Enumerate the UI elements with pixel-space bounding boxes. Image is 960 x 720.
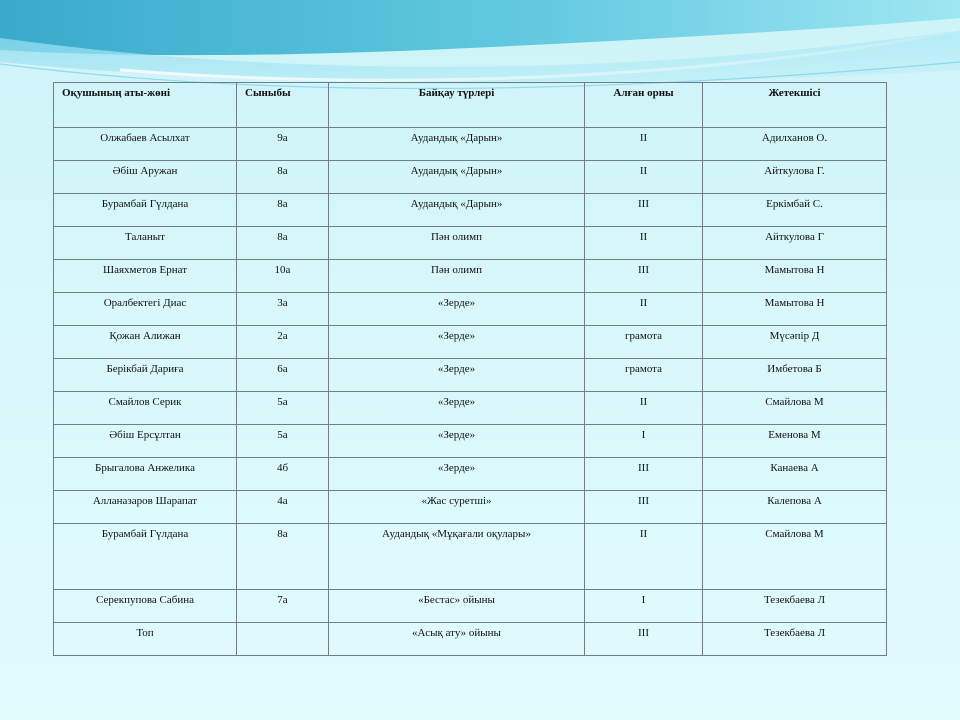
table-row: [54, 161, 887, 194]
cell-student-name: Смайлов Серик: [54, 392, 237, 425]
cell-competition-type: «Бестас» ойыны: [329, 590, 585, 623]
cell-competition-type: «Зерде»: [329, 326, 585, 359]
cell-supervisor: Адилханов О.: [703, 128, 887, 161]
cell-competition-type: Аудандық «Дарын»: [329, 161, 585, 194]
top-wave-dark: [0, 0, 960, 55]
cell-supervisor: Мамытова Н: [703, 293, 887, 326]
table-row: [54, 392, 887, 425]
cell-class: [237, 623, 329, 656]
cell-class: 6а: [237, 359, 329, 392]
table-row: [54, 128, 887, 161]
table-row: [54, 491, 887, 524]
table-row: [54, 623, 887, 656]
cell-competition-type: Пән олимп: [329, 227, 585, 260]
cell-place: ІІІ: [585, 491, 703, 524]
table-row: [54, 359, 887, 392]
cell-supervisor: Смайлова М: [703, 524, 887, 590]
cell-class: 7а: [237, 590, 329, 623]
cell-competition-type: Аудандық «Дарын»: [329, 128, 585, 161]
cell-class: 8а: [237, 227, 329, 260]
header-class: Сыныбы: [237, 83, 329, 128]
cell-competition-type: «Зерде»: [329, 458, 585, 491]
table-row: [54, 293, 887, 326]
cell-place: грамота: [585, 359, 703, 392]
header-student-name: Оқушының аты-жөні: [54, 83, 237, 128]
cell-place: ІІІ: [585, 458, 703, 491]
cell-supervisor: Канаева А: [703, 458, 887, 491]
cell-place: ІІ: [585, 227, 703, 260]
cell-place: грамота: [585, 326, 703, 359]
cell-student-name: Алланазаров Шарапат: [54, 491, 237, 524]
cell-supervisor: Айткулова Г.: [703, 161, 887, 194]
cell-supervisor: Мүсәпір Д: [703, 326, 887, 359]
cell-supervisor: Имбетова Б: [703, 359, 887, 392]
cell-class: 2а: [237, 326, 329, 359]
cell-place: ІІІ: [585, 623, 703, 656]
cell-competition-type: «Зерде»: [329, 293, 585, 326]
cell-class: 5а: [237, 392, 329, 425]
cell-student-name: Шаяхметов Ернат: [54, 260, 237, 293]
table-header-row: [54, 83, 887, 128]
table-row: [54, 260, 887, 293]
cell-place: І: [585, 590, 703, 623]
cell-place: ІІІ: [585, 260, 703, 293]
cell-competition-type: «Зерде»: [329, 392, 585, 425]
cell-class: 4б: [237, 458, 329, 491]
cell-supervisor: Мамытова Н: [703, 260, 887, 293]
cell-competition-type: Пән олимп: [329, 260, 585, 293]
cell-place: ІІ: [585, 128, 703, 161]
cell-student-name: Әбіш Аружан: [54, 161, 237, 194]
cell-place: ІІ: [585, 161, 703, 194]
cell-place: І: [585, 425, 703, 458]
table-row: [54, 458, 887, 491]
table-row: [54, 590, 887, 623]
cell-student-name: Брыгалова Анжелика: [54, 458, 237, 491]
cell-supervisor: Тезекбаева Л: [703, 590, 887, 623]
cell-class: 3а: [237, 293, 329, 326]
cell-place: ІІ: [585, 293, 703, 326]
cell-class: 8а: [237, 161, 329, 194]
table-row: [54, 326, 887, 359]
cell-class: 8а: [237, 524, 329, 590]
table-row: [54, 194, 887, 227]
cell-student-name: Әбіш Ерсұлтан: [54, 425, 237, 458]
cell-student-name: Топ: [54, 623, 237, 656]
cell-competition-type: «Зерде»: [329, 359, 585, 392]
cell-place: ІІ: [585, 392, 703, 425]
cell-student-name: Серекпупова Сабина: [54, 590, 237, 623]
cell-place: ІІ: [585, 524, 703, 590]
cell-student-name: Таланыт: [54, 227, 237, 260]
cell-student-name: Олжабаев Асылхат: [54, 128, 237, 161]
cell-student-name: Қожан Алижан: [54, 326, 237, 359]
cell-class: 9а: [237, 128, 329, 161]
results-table: [53, 82, 887, 656]
cell-supervisor: Еменова М: [703, 425, 887, 458]
cell-supervisor: Смайлова М: [703, 392, 887, 425]
header-place: Алған орны: [585, 83, 703, 128]
cell-supervisor: Еркімбай С.: [703, 194, 887, 227]
cell-student-name: Оралбектегі Диас: [54, 293, 237, 326]
cell-class: 4а: [237, 491, 329, 524]
cell-supervisor: Калепова А: [703, 491, 887, 524]
header-supervisor: Жетекшісі: [703, 83, 887, 128]
cell-supervisor: Тезекбаева Л: [703, 623, 887, 656]
cell-competition-type: Аудандық «Мұқағали оқулары»: [329, 524, 585, 590]
cell-class: 5а: [237, 425, 329, 458]
cell-competition-type: «Зерде»: [329, 425, 585, 458]
cell-class: 8а: [237, 194, 329, 227]
table-row: [54, 524, 887, 590]
cell-class: 10а: [237, 260, 329, 293]
table-row: [54, 425, 887, 458]
cell-supervisor: Айткулова Г: [703, 227, 887, 260]
cell-student-name: Бурамбай Гүлдана: [54, 194, 237, 227]
cell-student-name: Берікбай Дариға: [54, 359, 237, 392]
header-competition-type: Байқау түрлері: [329, 83, 585, 128]
results-table-container: [53, 82, 886, 656]
cell-student-name: Бурамбай Гүлдана: [54, 524, 237, 590]
cell-competition-type: «Асық ату» ойыны: [329, 623, 585, 656]
cell-competition-type: Аудандық «Дарын»: [329, 194, 585, 227]
cell-place: ІІІ: [585, 194, 703, 227]
table-row: [54, 227, 887, 260]
cell-competition-type: «Жас суретші»: [329, 491, 585, 524]
